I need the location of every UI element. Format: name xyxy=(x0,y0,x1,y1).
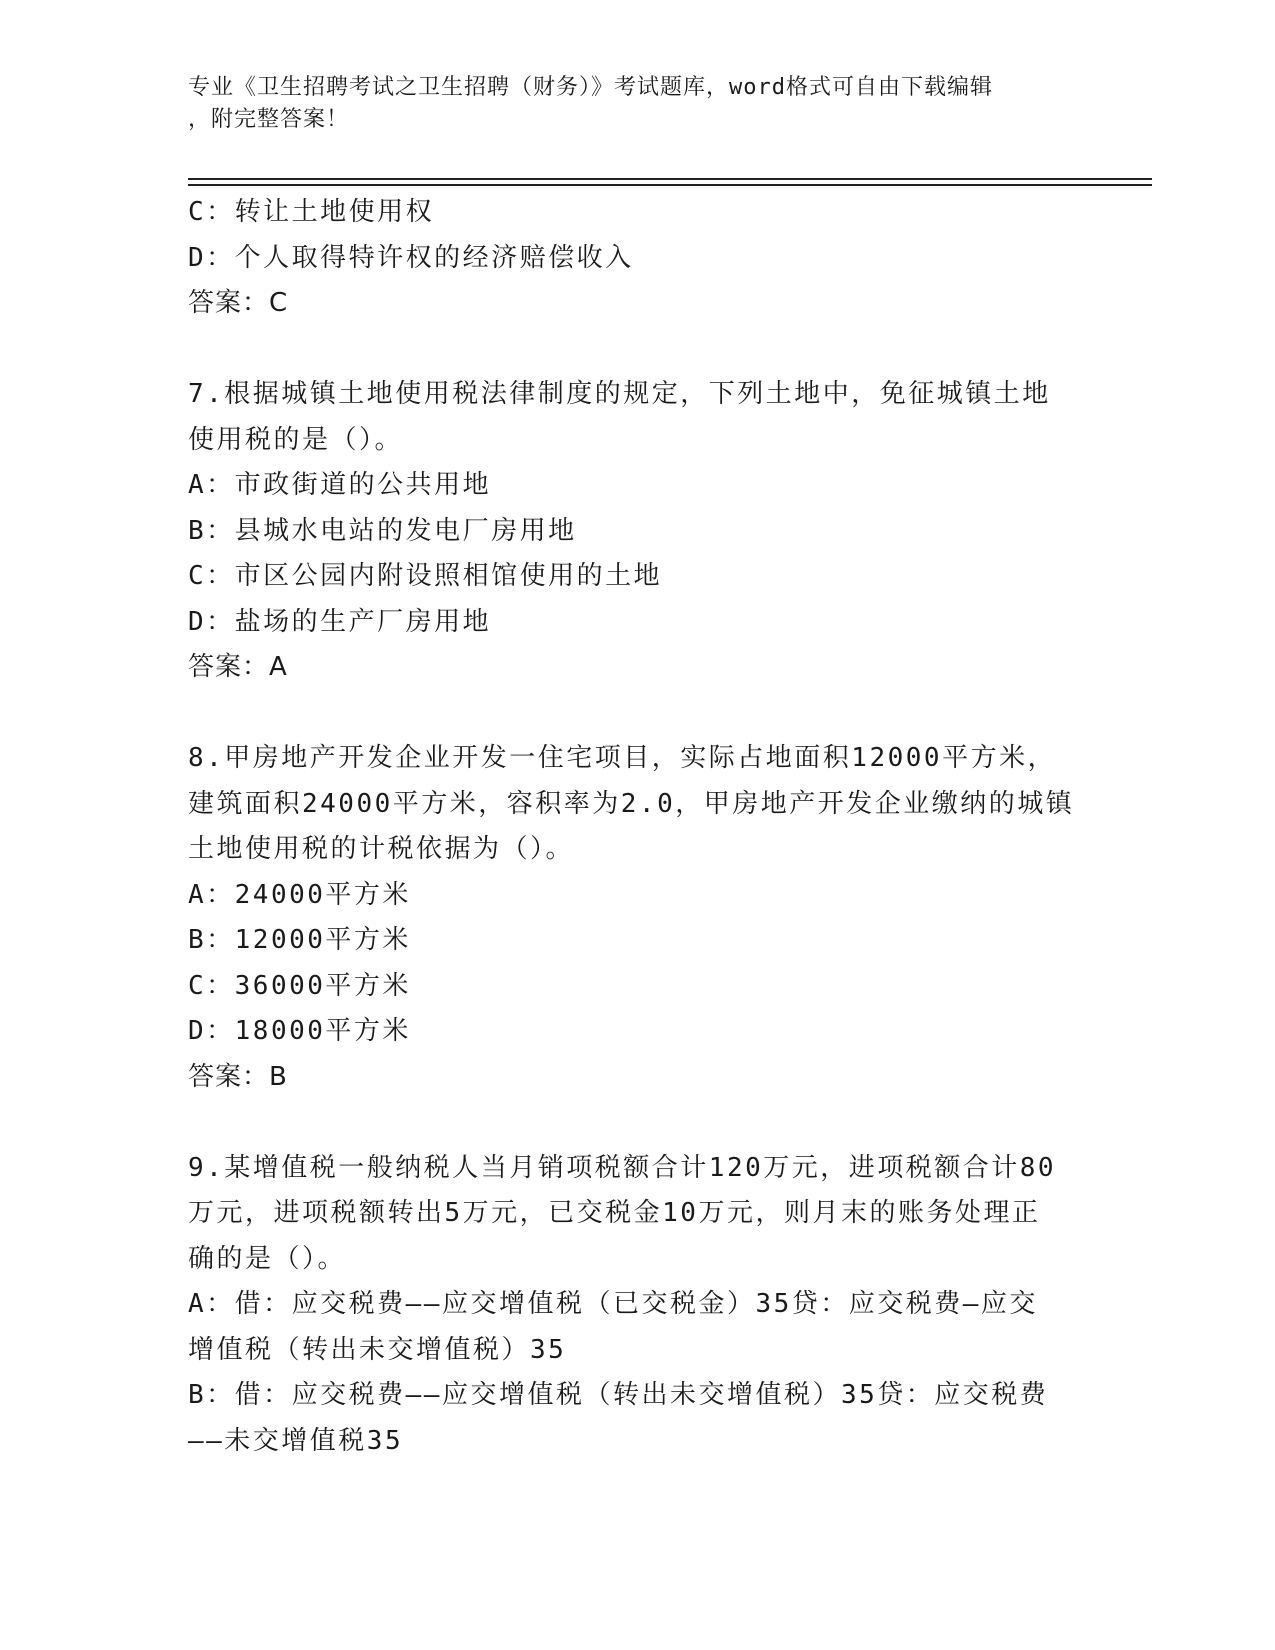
option-b: B：借：应交税费——应交增值税（转出未交增值税）35贷：应交税费 xyxy=(188,1380,1049,1410)
option-a-continued: 增值税（转出未交增值税）35 xyxy=(188,1334,567,1365)
option-a: A：借：应交税费——应交增值税（已交税金）35贷：应交税费—应交 xyxy=(188,1289,1038,1319)
option-a: A：24000平方米 xyxy=(188,879,411,910)
question-text: 7.根据城镇土地使用税法律制度的规定，下列土地中，免征城镇土地 xyxy=(188,379,1051,409)
option-c: C：36000平方米 xyxy=(188,970,411,1001)
page-header xyxy=(188,72,1068,136)
question-block-8 xyxy=(188,736,1088,1100)
question-block-9 xyxy=(188,1146,1088,1465)
option-c: C：转让土地使用权 xyxy=(188,197,435,227)
header-divider-top xyxy=(188,178,1152,180)
question-text: 万元，进项税额转出5万元，已交税金10万元，则月末的账务处理正 xyxy=(188,1198,1041,1228)
option-b: B：12000平方米 xyxy=(188,925,411,955)
spacer xyxy=(188,1100,1088,1146)
question-text: 土地使用税的计税依据为（）。 xyxy=(188,834,575,864)
option-b: B：县城水电站的发电厂房用地 xyxy=(188,515,577,546)
spacer xyxy=(188,327,1088,373)
option-d: D：18000平方米 xyxy=(188,1016,411,1046)
option-c: C：市区公园内附设照相馆使用的土地 xyxy=(188,561,663,591)
spacer xyxy=(188,691,1088,737)
answer-line: 答案：C xyxy=(188,288,289,318)
option-d: D：个人取得特许权的经济赔偿收入 xyxy=(188,242,634,273)
header-line-1: 专业《卫生招聘考试之卫生招聘（财务）》考试题库，word格式可自由下载编辑 xyxy=(188,75,993,100)
option-a: A：市政街道的公共用地 xyxy=(188,470,492,500)
question-block-7 xyxy=(188,372,1088,691)
answer-line: 答案：A xyxy=(188,652,288,682)
header-divider-bottom xyxy=(188,184,1152,186)
question-text: 使用税的是（）。 xyxy=(188,424,404,455)
question-text: 9.某增值税一般纳税人当月销项税额合计120万元，进项税额合计80 xyxy=(188,1152,1057,1183)
option-d: D：盐场的生产厂房用地 xyxy=(188,606,492,637)
question-text: 8.甲房地产开发企业开发一住宅项目，实际占地面积12000平方米， xyxy=(188,743,1057,773)
answer-line: 答案：B xyxy=(188,1061,288,1092)
question-block-6 xyxy=(188,190,1088,327)
question-text: 确的是（）。 xyxy=(188,1243,347,1274)
header-line-2: ，附完整答案！ xyxy=(188,107,350,132)
option-b-continued: ——未交增值税35 xyxy=(188,1425,404,1456)
question-list xyxy=(188,190,1088,1464)
question-text: 建筑面积24000平方米，容积率为2.0，甲房地产开发企业缴纳的城镇 xyxy=(188,788,1075,819)
